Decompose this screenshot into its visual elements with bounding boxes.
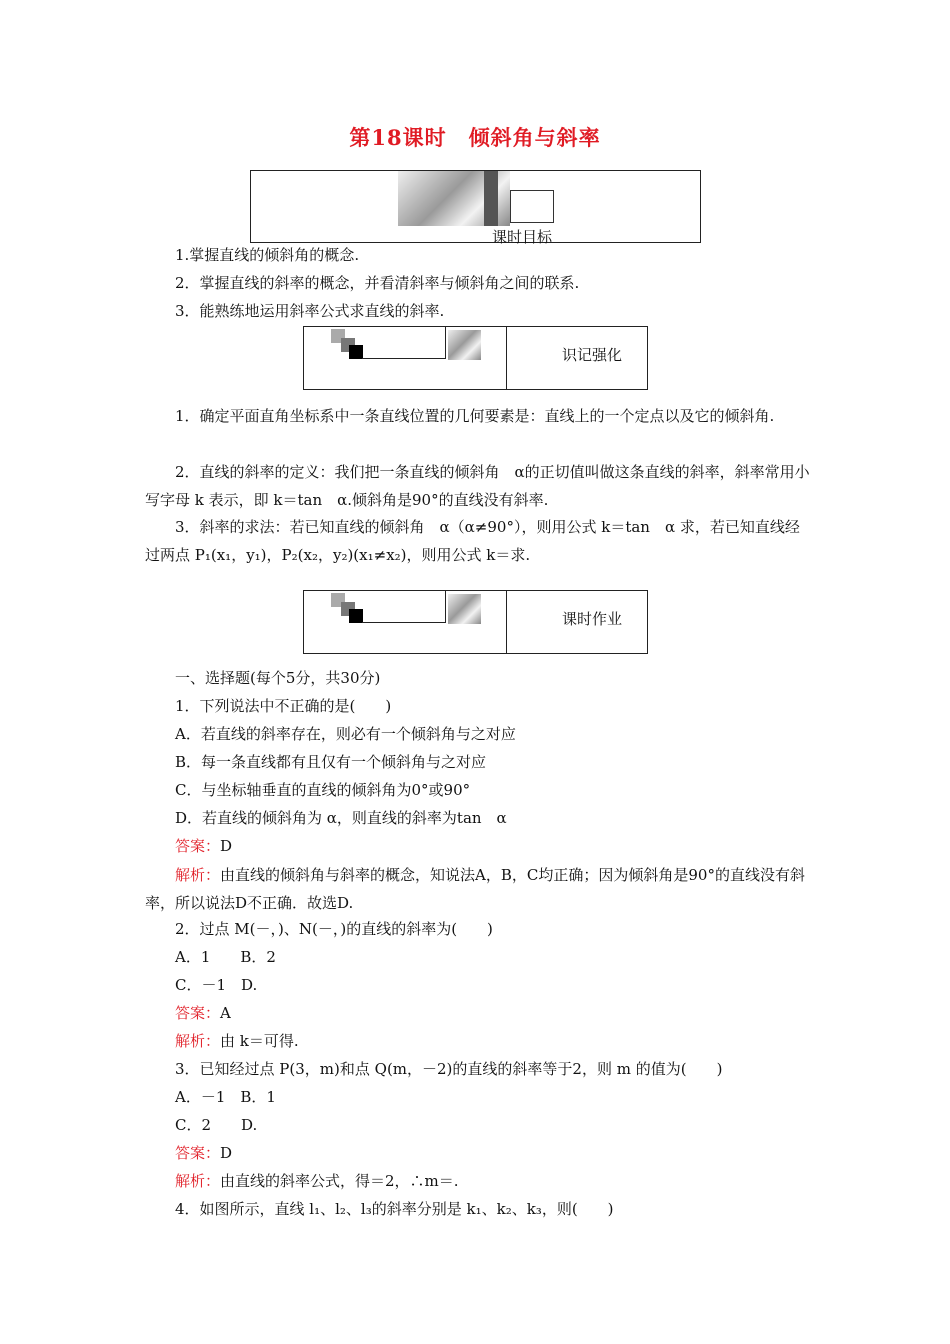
decorative-bar-graphic bbox=[484, 171, 498, 226]
question-1-stem: 1．下列说法中不正确的是( ) bbox=[175, 697, 392, 715]
question-2-answer bbox=[175, 1003, 231, 1023]
memory-paragraph-2: 2．直线的斜率的定义：我们把一条直线的倾斜角 α的正切值叫做这条直线的斜率，斜率常用小写字母 k 表示，即 k＝tan α.倾斜角是90°的直线没有斜率. bbox=[145, 463, 810, 509]
decorative-underline bbox=[362, 358, 446, 359]
homework-label: 课时作业 bbox=[562, 610, 623, 628]
homework-header-box bbox=[303, 590, 648, 654]
answer-label: 答案： bbox=[175, 1144, 221, 1162]
memory-paragraph-1: 1．确定平面直角坐标系中一条直线位置的几何要素是：直线上的一个定点以及它的倾斜角. bbox=[175, 407, 775, 425]
decorative-divider bbox=[445, 327, 446, 359]
question-1-answer bbox=[175, 836, 232, 856]
question-2-options-row-1: A．1 B．2 bbox=[175, 948, 276, 966]
decorative-underline bbox=[362, 622, 446, 623]
question-2-options-row-2: C．－1 D. bbox=[175, 976, 258, 994]
decorative-square-icon bbox=[349, 609, 363, 623]
decorative-divider bbox=[445, 591, 446, 623]
section-divider bbox=[506, 327, 507, 389]
decorative-frame-graphic bbox=[510, 190, 554, 223]
answer-value: D bbox=[220, 1144, 233, 1162]
memory-paragraph-3: 3．斜率的求法：若已知直线的倾斜角 α（α≠90°），则用公式 k＝tan α 求，若已知直线经过两点 P₁(x₁，y₁)，P₂(x₂，y₂)(x₁≠x₂)，则用公式 k＝求. bbox=[145, 518, 800, 564]
goal-item-2: 2．掌握直线的斜率的概念，并看清斜率与倾斜角之间的联系. bbox=[175, 274, 580, 292]
section-heading: 一、选择题(每个5分，共30分) bbox=[175, 669, 381, 687]
question-4-stem: 4．如图所示，直线 l₁、l₂、l₃的斜率分别是 k₁、k₂、k₃，则( ) bbox=[175, 1200, 614, 1218]
analysis-label: 解析： bbox=[175, 1032, 221, 1050]
question-2-analysis bbox=[175, 1031, 299, 1051]
goal-item-3: 3．能熟练地运用斜率公式求直线的斜率. bbox=[175, 302, 445, 320]
question-3-stem: 3．已知经过点 P(3，m)和点 Q(m，－2)的直线的斜率等于2，则 m 的值为( ) bbox=[175, 1060, 723, 1078]
answer-label: 答案： bbox=[175, 837, 221, 855]
question-3-analysis bbox=[175, 1171, 459, 1191]
page-title: 第18课时 倾斜角与斜率 bbox=[349, 125, 601, 150]
question-1-option-b: B．每一条直线都有且仅有一个倾斜角与之对应 bbox=[175, 753, 487, 771]
analysis-text: 由直线的倾斜角与斜率的概念，知说法A，B，C均正确；因为倾斜角是90°的直线没有斜率，所以说法D不正确．故选D. bbox=[145, 866, 805, 912]
analysis-label: 解析： bbox=[175, 866, 221, 884]
question-1-option-a: A．若直线的斜率存在，则必有一个倾斜角与之对应 bbox=[175, 725, 516, 743]
goals-header-box bbox=[250, 170, 701, 246]
question-3-answer bbox=[175, 1143, 232, 1163]
memory-header-box bbox=[303, 326, 648, 390]
question-3-options-row-1: A．－1 B．1 bbox=[175, 1088, 276, 1106]
memory-label: 识记强化 bbox=[562, 346, 623, 364]
decorative-square-icon bbox=[349, 345, 363, 359]
analysis-text: 由直线的斜率公式，得＝2，∴m＝. bbox=[220, 1172, 459, 1190]
analysis-label: 解析： bbox=[175, 1172, 221, 1190]
question-1-option-c: C．与坐标轴垂直的直线的倾斜角为0°或90° bbox=[175, 781, 471, 799]
question-1-option-d: D．若直线的倾斜角为 α，则直线的斜率为tan α bbox=[175, 809, 507, 827]
question-1-analysis bbox=[145, 861, 810, 917]
goals-label: 课时目标 bbox=[492, 228, 553, 246]
decorative-corner-graphic bbox=[448, 594, 481, 624]
question-2-stem: 2．过点 M(－，)、N(－，)的直线的斜率为( ) bbox=[175, 920, 493, 938]
answer-value: A bbox=[220, 1004, 231, 1022]
answer-value: D bbox=[220, 837, 233, 855]
goal-item-1: 1.掌握直线的倾斜角的概念. bbox=[175, 246, 360, 264]
question-3-options-row-2: C．2 D. bbox=[175, 1116, 258, 1134]
decorative-corner-graphic bbox=[448, 330, 481, 360]
answer-label: 答案： bbox=[175, 1004, 221, 1022]
section-divider bbox=[506, 591, 507, 653]
analysis-text: 由 k＝可得. bbox=[220, 1032, 299, 1050]
